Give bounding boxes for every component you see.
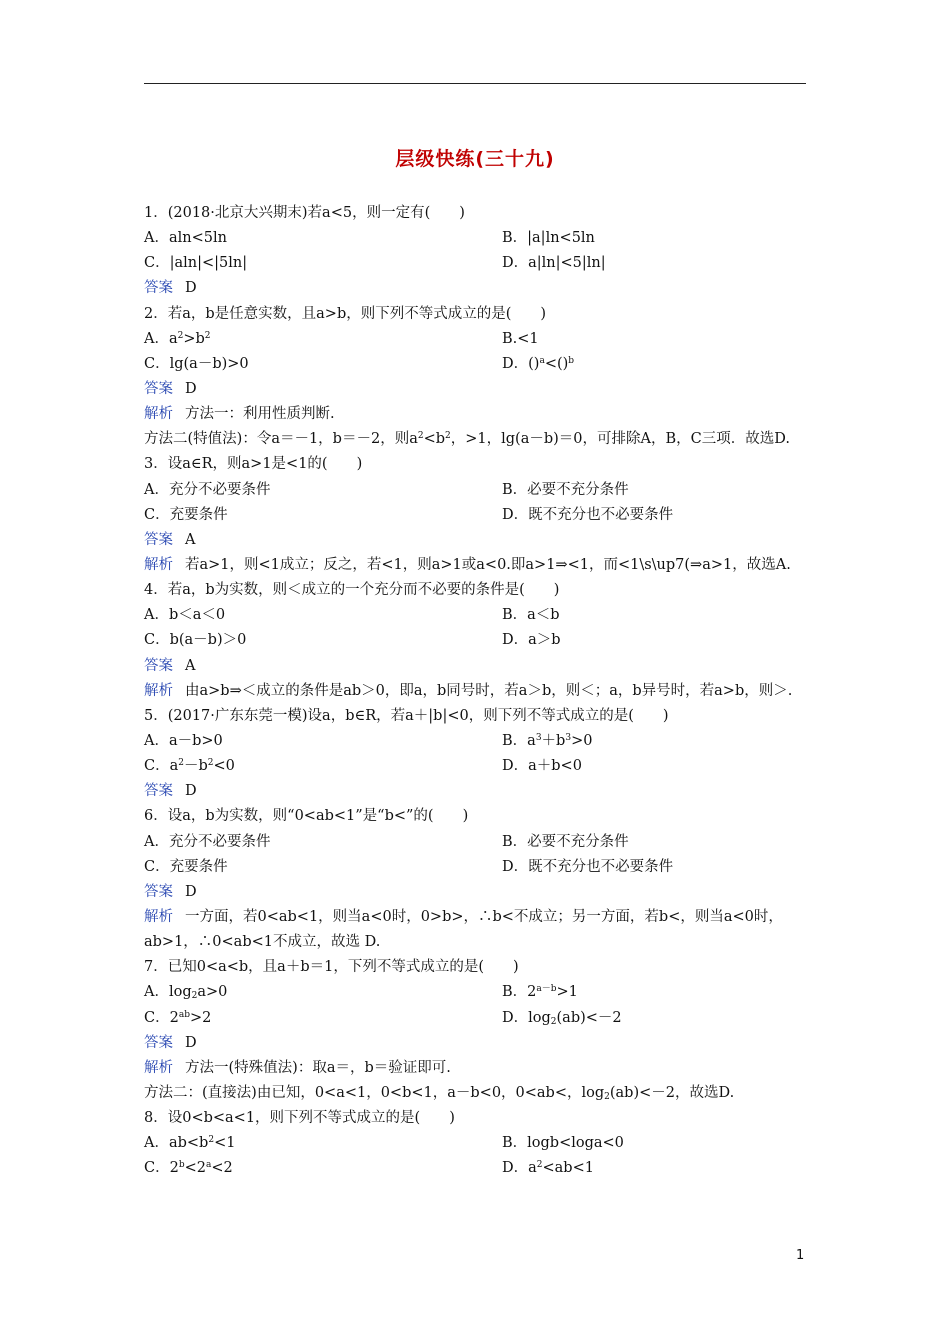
option-a-text: A．log	[144, 984, 192, 1001]
analysis-text: 方法一：利用性质判断.	[185, 406, 335, 423]
analysis-label: 解析	[144, 682, 173, 699]
analysis-4	[144, 679, 816, 704]
analysis-text: ，>1，lg(a－b)＝0，可排除A，B，C三项．故选D.	[450, 431, 790, 448]
option-d	[502, 1156, 594, 1181]
analysis-7-method-2	[144, 1081, 816, 1106]
question-8: 8．设0<b<a<1，则下列不等式成立的是( )	[144, 1110, 455, 1127]
question-6-options-ab	[144, 830, 816, 855]
question-8-options-cd	[144, 1156, 816, 1181]
option-b: B．|a|ln<5ln	[502, 230, 595, 247]
question-2-options-ab	[144, 327, 816, 352]
superscript: a	[205, 1160, 212, 1171]
analysis-label: 解析	[144, 556, 173, 573]
option-c-text: C．2	[144, 1009, 179, 1026]
option-d-text: (ab)<－2	[556, 1009, 622, 1026]
option-c	[144, 1156, 502, 1181]
answer-label: 答案	[144, 883, 173, 900]
analysis-label: 解析	[144, 908, 173, 925]
superscript: 2	[178, 758, 184, 769]
analysis-text: 方法二(特值法)：令a＝－1，b＝－2，则a	[144, 431, 418, 448]
superscript: 3	[535, 732, 542, 743]
answer-value: D	[185, 380, 197, 397]
option-b-text: B．a	[502, 732, 536, 749]
option-c-text: －b	[183, 758, 208, 775]
answer-7	[144, 1031, 816, 1056]
option-d: D．a＞b	[502, 632, 561, 649]
question-4: 4．若a，b为实数，则＜成立的一个充分而不必要的条件是( )	[144, 582, 560, 599]
option-d-text: D．()	[502, 355, 540, 372]
superscript: 2	[536, 1160, 543, 1171]
question-6: 6．设a，b为实数，则“0<ab<1”是“b<”的( )	[144, 808, 469, 825]
option-c: C．lg(a－b)>0	[144, 355, 249, 372]
header-rule	[144, 83, 806, 84]
option-c-text: C．a	[144, 758, 179, 775]
answer-value: D	[185, 280, 197, 297]
question-2-options-cd	[144, 352, 816, 377]
subscript: 2	[550, 1016, 557, 1027]
page-number: 1	[796, 1248, 805, 1263]
superscript: 3	[565, 732, 572, 743]
answer-2	[144, 377, 816, 402]
analysis-text: 若a>1，则<1成立；反之，若<1，则a>1或a<0.即a>1⇒<1，而<1\s\up7(⇒a>1，故选A.	[185, 556, 791, 573]
option-a-text: >b	[183, 330, 205, 347]
analysis-text: 一方面，若0<ab<1，则当a<0时，0>b>，∴b<不成立；另一方面，若b<，则当a<0时，ab>1，∴0<ab<1不成立，故选 D.	[144, 908, 783, 951]
question-2: 2．若a，b是任意实数，且a>b，则下列不等式成立的是( )	[144, 305, 547, 322]
option-d: D．a＋b<0	[502, 758, 582, 775]
option-d	[502, 352, 574, 377]
option-d-text: D．a	[502, 1160, 537, 1177]
answer-label: 答案	[144, 531, 173, 548]
option-b: B．logb<loga<0	[502, 1135, 624, 1152]
option-d: D．a|ln|<5|ln|	[502, 255, 606, 272]
analysis-text: <b	[423, 431, 446, 448]
superscript: 2	[417, 431, 424, 442]
superscript: b	[178, 1160, 185, 1171]
superscript: 2	[445, 431, 451, 442]
superscript: a	[539, 355, 545, 366]
answer-5	[144, 779, 816, 804]
analysis-text: 方法二：(直接法)由已知，0<a<1，0<b<1，a－b<0，0<ab<，log	[144, 1084, 605, 1101]
analysis-7	[144, 1056, 816, 1081]
answer-label: 答案	[144, 380, 173, 397]
option-c-text: C．2	[144, 1160, 179, 1177]
question-7-options-ab	[144, 980, 816, 1005]
document-body	[144, 201, 816, 1182]
option-b	[502, 980, 578, 1005]
option-a-text: A．a	[144, 330, 178, 347]
option-c	[144, 754, 502, 779]
option-a-text: a>0	[197, 984, 228, 1001]
superscript: 2	[177, 330, 184, 341]
question-1-options-cd	[144, 251, 816, 276]
option-b-text: >0	[571, 732, 593, 749]
option-a-text: A．ab<b	[144, 1135, 209, 1152]
question-4-options-ab	[144, 603, 816, 628]
option-b-text: B．2	[502, 984, 537, 1001]
analysis-label: 解析	[144, 1059, 173, 1076]
answer-label: 答案	[144, 657, 173, 674]
option-a: A．a－b>0	[144, 732, 223, 749]
superscript: 2	[208, 1135, 215, 1146]
answer-label: 答案	[144, 1034, 173, 1051]
superscript: b	[568, 355, 575, 366]
option-d: D．既不充分也不必要条件	[502, 506, 674, 523]
answer-label: 答案	[144, 280, 173, 297]
option-a	[144, 980, 502, 1005]
superscript: 2	[207, 758, 214, 769]
answer-6	[144, 880, 816, 905]
superscript: ab	[178, 1009, 190, 1020]
option-a	[144, 1131, 502, 1156]
answer-value: D	[185, 1034, 197, 1051]
analysis-label: 解析	[144, 406, 173, 423]
option-a: A．b＜a＜0	[144, 607, 226, 624]
answer-1	[144, 276, 816, 301]
question-6-options-cd	[144, 855, 816, 880]
question-7-options-cd	[144, 1006, 816, 1031]
superscript: 2	[204, 330, 211, 341]
subscript: 2	[191, 991, 198, 1002]
option-c: C．充要条件	[144, 858, 228, 875]
option-a: A．充分不必要条件	[144, 481, 271, 498]
option-b	[502, 729, 592, 754]
subscript: 2	[604, 1091, 610, 1102]
question-5: 5．(2017·广东东莞一模)设a，b∈R，若a＋|b|<0，则下列不等式成立的是( )	[144, 707, 669, 724]
option-c-text: <2	[211, 1160, 233, 1177]
question-1-options-ab	[144, 226, 816, 251]
option-b: B．a＜b	[502, 607, 560, 624]
question-3: 3．设a∈R，则a>1是<1的( )	[144, 456, 363, 473]
analysis-text: 由a>b⇒＜成立的条件是ab＞0，即a，b同号时，若a＞b，则＜；a，b异号时，若a>b，则＞.	[185, 682, 793, 699]
analysis-6	[144, 905, 816, 955]
option-a-text: <1	[214, 1135, 236, 1152]
question-5-options-cd	[144, 754, 816, 779]
analysis-3	[144, 553, 816, 578]
answer-4	[144, 654, 816, 679]
option-c-text: >2	[189, 1009, 212, 1026]
superscript: a－b	[536, 984, 557, 995]
answer-3	[144, 528, 816, 553]
option-b-text: ＋b	[541, 732, 566, 749]
question-4-options-cd	[144, 628, 816, 653]
option-c-text: <2	[184, 1160, 206, 1177]
option-d	[502, 1006, 622, 1031]
option-c-text: <0	[213, 758, 235, 775]
question-5-options-ab	[144, 729, 816, 754]
question-8-options-ab	[144, 1131, 816, 1156]
option-a	[144, 327, 502, 352]
option-c	[144, 1006, 502, 1031]
option-b: B．必要不充分条件	[502, 481, 629, 498]
question-3-options-ab	[144, 478, 816, 503]
question-3-options-cd	[144, 503, 816, 528]
analysis-text: (ab)<－2，故选D.	[609, 1084, 735, 1101]
answer-label: 答案	[144, 783, 173, 800]
page-title: 层级快练(三十九)	[395, 148, 555, 170]
option-b: B.<1	[502, 330, 539, 347]
question-1: 1．(2018·北京大兴期末)若a<5，则一定有( )	[144, 205, 465, 221]
answer-value: A	[185, 657, 196, 674]
analysis-2	[144, 402, 816, 427]
option-b: B．必要不充分条件	[502, 833, 629, 850]
option-a: A．aln<5ln	[144, 230, 227, 247]
option-d-text: <()	[544, 355, 569, 372]
answer-value: D	[185, 883, 197, 900]
analysis-text: 方法一(特殊值法)：取a＝，b＝验证即可.	[185, 1059, 451, 1076]
option-d-text: <ab<1	[542, 1160, 594, 1177]
option-b-text: >1	[556, 984, 578, 1001]
option-d: D．既不充分也不必要条件	[502, 858, 674, 875]
option-c: C．充要条件	[144, 506, 228, 523]
option-d-text: D．log	[502, 1009, 551, 1026]
option-c: C．b(a－b)＞0	[144, 632, 247, 649]
option-c: C．|aln|<|5ln|	[144, 255, 248, 272]
answer-value: A	[185, 531, 196, 548]
option-a: A．充分不必要条件	[144, 833, 271, 850]
analysis-2-method-2	[144, 427, 816, 452]
answer-value: D	[185, 783, 197, 800]
question-7: 7．已知0<a<b，且a＋b＝1，下列不等式成立的是( )	[144, 959, 519, 976]
